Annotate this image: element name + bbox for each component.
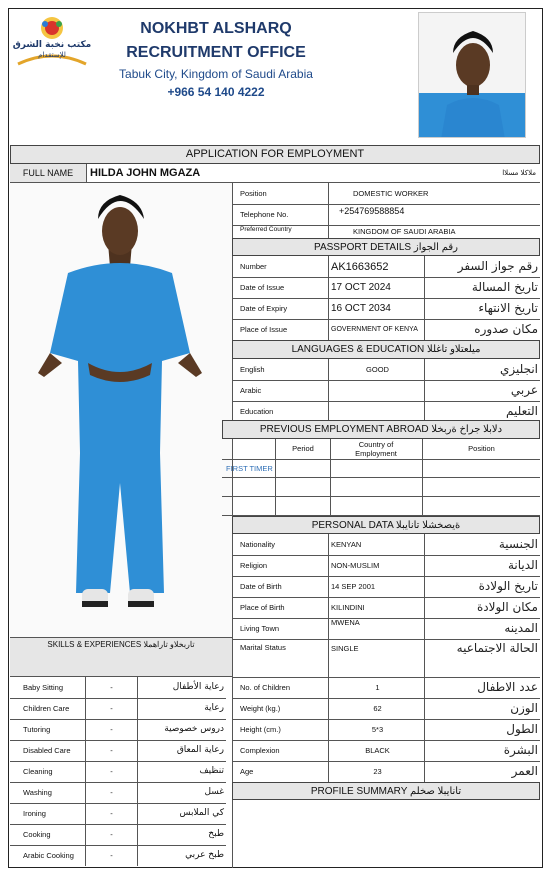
telephone-label: Telephone No. xyxy=(232,204,329,225)
dob-label: Date of Birth xyxy=(232,576,329,597)
issue-date-arabic: تاريخ المسالة xyxy=(471,280,538,294)
skill-arabic: رعاية الأطفال xyxy=(172,682,224,692)
preferred-country-value: KINGDOM OF SAUDI ARABIA xyxy=(353,227,456,236)
skill-arabic: كي الملابس xyxy=(179,808,224,818)
profile-summary-title: PROFILE SUMMARY تانايبلا صخلم xyxy=(232,782,540,800)
issue-date-value: 17 OCT 2024 xyxy=(329,277,425,298)
expiry-date-value: 16 OCT 2034 xyxy=(329,298,425,319)
marital-arabic: الحالة الاجتماعيه xyxy=(456,641,538,655)
age-arabic: العمر xyxy=(511,764,538,778)
education-arabic: التعليم xyxy=(506,404,538,418)
skill-row xyxy=(10,803,226,825)
english-label: English xyxy=(232,359,329,380)
headshot-photo xyxy=(418,12,526,138)
position-label: Position xyxy=(232,183,329,204)
full-name-arabic: ملاكلا مسلاا xyxy=(502,169,536,177)
skill-label: Washing xyxy=(10,782,86,803)
employment-table xyxy=(222,439,540,516)
education-value xyxy=(329,401,425,422)
skill-label: Ironing xyxy=(10,803,86,824)
skill-value: - xyxy=(86,719,138,740)
issue-place-row xyxy=(232,319,540,341)
age-value: 23 xyxy=(329,761,425,782)
english-row xyxy=(232,359,540,381)
position-value: DOMESTIC WORKER xyxy=(353,189,429,198)
skill-arabic: تنظيف xyxy=(199,766,224,776)
company-name: NOKHBT ALSHARQ xyxy=(140,20,292,37)
languages-section-title: LANGUAGES & EDUCATION ميلعتلاو تاغللا xyxy=(232,340,540,359)
skill-row xyxy=(10,845,226,866)
nationality-arabic: الجنسية xyxy=(498,537,538,551)
skill-value: - xyxy=(86,698,138,719)
english-arabic: انجليزي xyxy=(499,362,538,376)
children-row xyxy=(232,677,540,699)
full-name-value: HILDA JOHN MGAZA xyxy=(90,167,201,179)
skill-value: - xyxy=(86,824,138,845)
expiry-date-arabic: تاريخ الانتهاء xyxy=(478,301,538,315)
pob-arabic: مكان الولادة xyxy=(476,600,538,614)
skills-header xyxy=(10,637,232,677)
company-subtitle: RECRUITMENT OFFICE xyxy=(126,44,306,61)
nationality-label: Nationality xyxy=(232,534,329,555)
skill-arabic: طبخ عربي xyxy=(185,850,224,860)
skill-row xyxy=(10,719,226,741)
preferred-country-label: Preferred Country xyxy=(232,225,329,239)
living-town-row xyxy=(232,618,540,640)
personal-section-title: PERSONAL DATA ةيصخشلا تانايبلا xyxy=(232,516,540,534)
skill-row xyxy=(10,761,226,783)
education-label: Education xyxy=(232,401,329,422)
employment-section-title: PREVIOUS EMPLOYMENT ABROAD دلابلا جراخ ةربخلا xyxy=(222,420,540,439)
marital-row xyxy=(232,639,540,678)
religion-value: NON-MUSLIM xyxy=(329,555,425,576)
skill-label: Disabled Care xyxy=(10,740,86,761)
col-position: Position xyxy=(468,444,495,453)
issue-place-arabic: مكان صدوره xyxy=(474,322,538,336)
skill-row xyxy=(10,782,226,804)
religion-arabic: الديانة xyxy=(507,558,538,572)
complexion-arabic: البشرة xyxy=(503,743,538,757)
issue-date-label: Date of Issue xyxy=(232,277,329,298)
living-town-arabic: المدينه xyxy=(504,621,538,635)
skill-value: - xyxy=(86,740,138,761)
complexion-row xyxy=(232,740,540,762)
weight-value: 62 xyxy=(329,698,425,719)
skill-row xyxy=(10,824,226,846)
full-name-label: FULL NAME xyxy=(10,164,87,182)
complexion-value: BLACK xyxy=(329,740,425,761)
complexion-label: Complexion xyxy=(232,740,329,761)
skill-label: Tutoring xyxy=(10,719,86,740)
height-value: 5*3 xyxy=(329,719,425,740)
age-row xyxy=(232,761,540,783)
marital-value: SINGLE xyxy=(329,639,425,677)
issue-date-row xyxy=(232,277,540,299)
height-arabic: الطول xyxy=(506,722,538,736)
living-town-label: Living Town xyxy=(232,618,329,639)
telephone-value: +254769588854 xyxy=(339,206,405,216)
passport-number-arabic: رقم جواز السفر xyxy=(457,259,538,273)
arabic-value xyxy=(329,380,425,401)
passport-section-title: PASSPORT DETAILS رقم الجواز xyxy=(232,238,540,256)
children-value: 1 xyxy=(329,677,425,698)
passport-number-label: Number xyxy=(232,256,329,277)
children-arabic: عدد الاطفال xyxy=(477,680,538,694)
marital-label: Marital Status xyxy=(232,639,329,677)
nationality-row xyxy=(232,534,540,556)
passport-number-value: AK1663652 xyxy=(329,256,425,277)
col-country: Country of Employment xyxy=(355,440,397,458)
form-title: APPLICATION FOR EMPLOYMENT xyxy=(10,145,540,164)
skill-arabic: رعاية المعاق xyxy=(176,745,224,755)
issue-place-label: Place of Issue xyxy=(232,319,329,340)
skill-label: Arabic Cooking xyxy=(10,845,86,866)
skill-value: - xyxy=(86,761,138,782)
col-period: Period xyxy=(292,444,314,453)
weight-row xyxy=(232,698,540,720)
skill-label: Cleaning xyxy=(10,761,86,782)
logo-text-ar: مكتب نخبة الشرق xyxy=(12,40,92,50)
logo-text-ar-2: للإستقدام xyxy=(38,51,66,59)
skill-arabic: رعاية xyxy=(204,703,224,713)
skill-value: - xyxy=(86,803,138,824)
arabic-arabic: عربي xyxy=(510,383,538,397)
skill-arabic: دروس خصوصية xyxy=(164,724,224,734)
full-name-row xyxy=(10,164,540,183)
telephone-row xyxy=(232,204,540,226)
weight-arabic: الوزن xyxy=(510,701,538,715)
skill-label: Baby Sitting xyxy=(10,677,86,698)
pob-value: KILINDINI xyxy=(329,597,425,618)
skill-label: Cooking xyxy=(10,824,86,845)
english-value: GOOD xyxy=(329,359,425,380)
company-city: Tabuk City, Kingdom of Saudi Arabia xyxy=(119,67,313,81)
first-timer-cell: FIRST TIMER xyxy=(226,464,273,473)
profile-summary-box xyxy=(232,800,540,868)
company-logo xyxy=(12,14,92,68)
religion-row xyxy=(232,555,540,577)
skill-arabic: طبخ xyxy=(208,829,224,839)
arabic-row xyxy=(232,380,540,402)
full-body-photo xyxy=(10,183,232,637)
arabic-label: Arabic xyxy=(232,380,329,401)
religion-label: Religion xyxy=(232,555,329,576)
skill-arabic: غسل xyxy=(204,787,224,797)
skill-value: - xyxy=(86,845,138,866)
dob-arabic: تاريخ الولادة xyxy=(478,579,538,593)
skill-row xyxy=(10,740,226,762)
skills-title: SKILLS & EXPERIENCES تاربخلاو تاراهملا xyxy=(47,640,195,649)
skill-row xyxy=(10,677,226,699)
company-phone: +966 54 140 4222 xyxy=(167,85,265,99)
issue-place-value: GOVERNMENT OF KENYA xyxy=(329,319,425,340)
age-label: Age xyxy=(232,761,329,782)
passport-number-row xyxy=(232,256,540,278)
nationality-value: KENYAN xyxy=(329,534,425,555)
dob-value: 14 SEP 2001 xyxy=(329,576,425,597)
living-town-value: MWENA xyxy=(329,618,425,639)
height-row xyxy=(232,719,540,741)
expiry-date-label: Date of Expiry xyxy=(232,298,329,319)
skill-value: - xyxy=(86,782,138,803)
pob-row xyxy=(232,597,540,619)
skill-value: - xyxy=(86,677,138,698)
children-label: No. of Children xyxy=(232,677,329,698)
weight-label: Weight (kg.) xyxy=(232,698,329,719)
expiry-date-row xyxy=(232,298,540,320)
position-row xyxy=(232,183,540,205)
height-label: Height (cm.) xyxy=(232,719,329,740)
skill-label: Children Care xyxy=(10,698,86,719)
pob-label: Place of Birth xyxy=(232,597,329,618)
dob-row xyxy=(232,576,540,598)
skill-row xyxy=(10,698,226,720)
